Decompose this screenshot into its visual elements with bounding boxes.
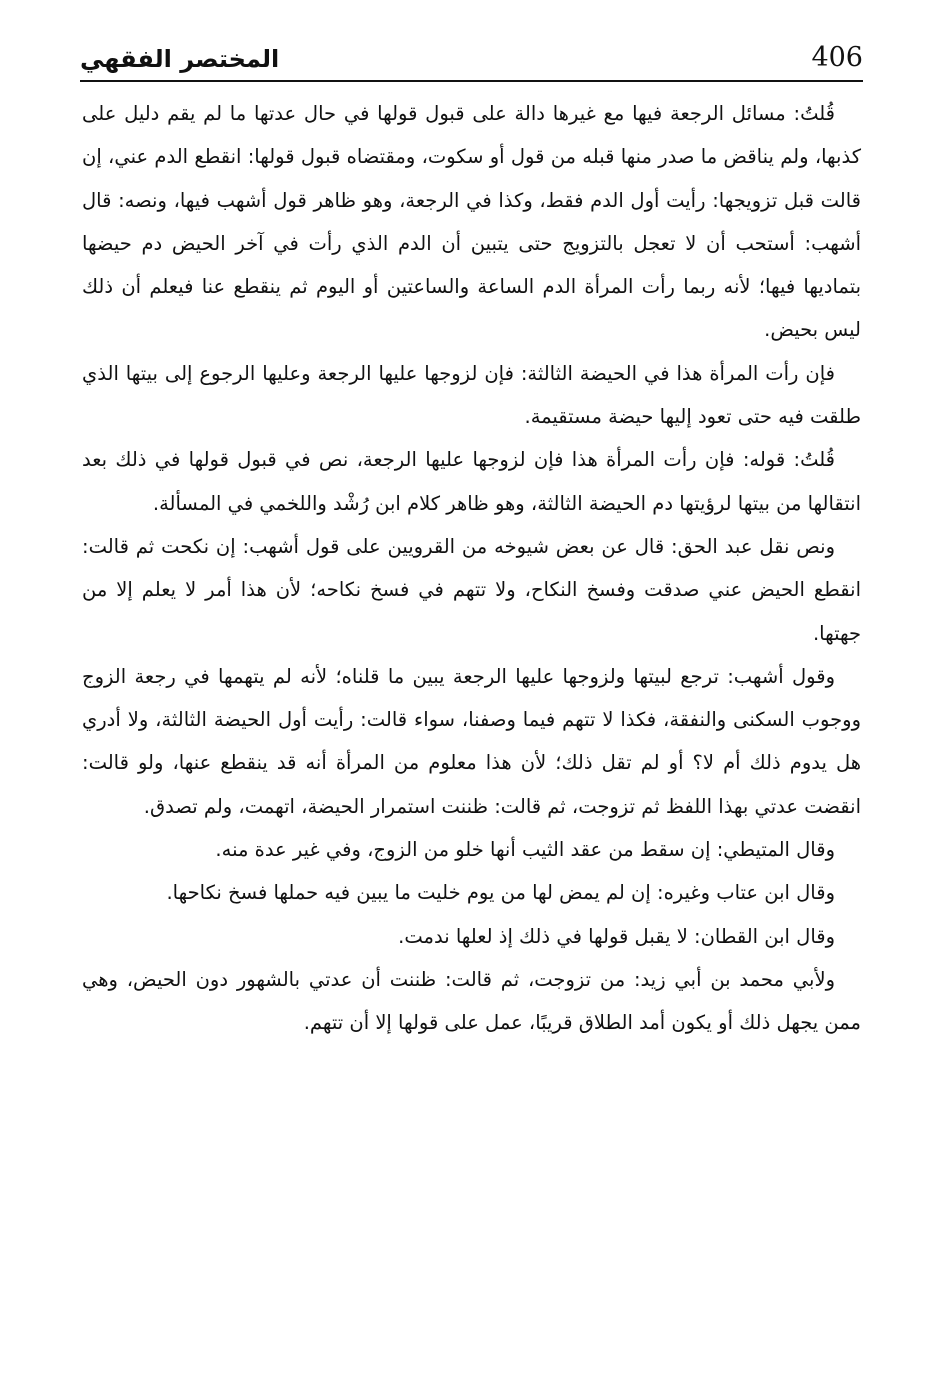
book-title: المختصر الفقهي bbox=[80, 45, 280, 73]
paragraph-3: قُلتُ: قوله: فإن رأت المرأة هذا فإن لزوجها عليها الرجعة، نص في قبول قولها في ذلك بعد انتقالها من بيتها لرؤيتها دم الحيضة الثالثة، وهو ظاهر كلام ابن رُشْد واللخمي في المسألة. bbox=[82, 448, 861, 515]
page-number: 406 bbox=[811, 42, 863, 73]
paragraph-5: وقول أشهب: ترجع لبيتها ولزوجها عليها الرجعة يبين ما قلناه؛ لأنه لم يتهمها في رجعة الزوج ووجوب السكنى والنفقة، فكذا لا تتهم فيما وصفنا، سواء قالت: رأيت أول الحيضة الثالثة، ولا أدري هل يدوم ذلك أم لا؟ أو لم تقل ذلك؛ لأن هذا معلوم من المرأة أنه قد ينقطع عنها، ولو قالت: انقضت عدتي بهذا اللفظ ثم تزوجت، ثم قالت: ظننت استمرار الحيضة، اتهمت، ولم تصدق. bbox=[82, 664, 861, 818]
paragraph-7: وقال ابن عتاب وغيره: إن لم يمض لها من يوم خليت ما يبين فيه حملها فسخ نكاحها. bbox=[166, 881, 835, 905]
paragraph-9: ولأبي محمد بن أبي زيد: من تزوجت، ثم قالت: ظننت أن عدتي بالشهور دون الحيض، وهي ممن يجهل ذلك أو يكون أمد الطلاق قريبًا، عمل على قولها إلا أن تتهم. bbox=[82, 967, 861, 1035]
paragraph-8: وقال ابن القطان: لا يقبل قولها في ذلك إذ لعلها ندمت. bbox=[398, 924, 835, 948]
paragraph-1: قُلتُ: مسائل الرجعة فيها مع غيرها دالة على قبول قولها في حال عدتها ما لم يقم دليل على كذبها، ولم يناقض ما صدر منها قبله من قول أو سكوت، ومقتضاه قبول قولها: انقطع الدم عني، إن قالت قبل تزويجها: رأيت أول الدم فقط، وكذا في الرجعة، وهو ظاهر قول أشهب فيها، ونصه: قال أشهب: أستحب أن لا تعجل بالتزويج حتى يتبين أن الدم الذي رأت في آخر الحيض دم حيضها بتماديها فيها؛ لأنه ربما رأت المرأة الدم الساعة والساعتين أو اليوم ثم ينقطع عنا فيعلم أن ذلك ليس بحيض. bbox=[82, 102, 861, 342]
paragraph-2: فإن رأت المرأة هذا في الحيضة الثالثة: فإن لزوجها عليها الرجعة وعليها الرجوع إلى بيتها الذي طلقت فيه حتى تعود إليها حيضة مستقيمة. bbox=[82, 361, 861, 429]
paragraph-4: ونص نقل عبد الحق: قال عن بعض شيوخه من القرويين على قول أشهب: إن نكحت ثم قالت: انقطع الحيض عني صدقت وفسخ النكاح، ولا تتهم في فسخ نكاحه؛ لأن هذا أمر لا يعلم إلا من جهتها. bbox=[82, 534, 861, 645]
page-header bbox=[80, 40, 863, 82]
page-body bbox=[82, 92, 861, 1045]
paragraph-6: وقال المتيطي: إن سقط من عقد الثيب أنها خلو من الزوج، وفي غير عدة منه. bbox=[215, 838, 835, 862]
